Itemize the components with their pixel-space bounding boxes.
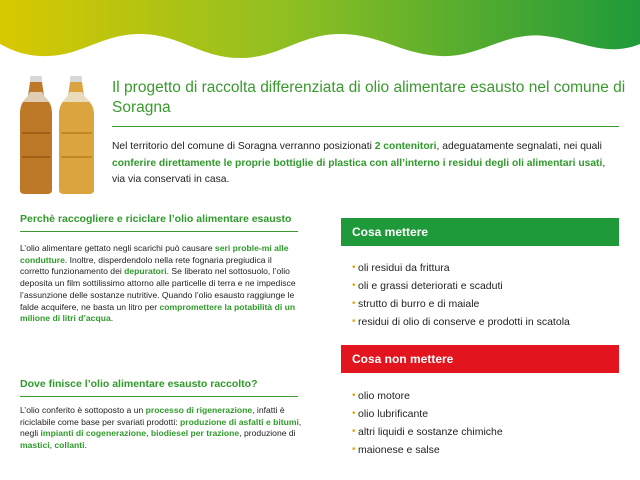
what-not-to-put-header: Cosa non mettere (341, 345, 619, 373)
list-item-label: olio motore (358, 390, 410, 402)
list-item (352, 441, 622, 459)
intro-text: Nel territorio del comune di Soragna verranno posizionati (112, 141, 375, 152)
list-item (352, 295, 622, 313)
why-text: . Se liberato nel sottosuolo, l’olio deposita un film sottilissimo attorno alle particelle di terra e ne impedisce l’assunzione delle sostanze nutritive. Quando l’olio esausto raggiunge le falde acquifere, ne basta un litro per (20, 266, 296, 312)
where-highlight: collanti (54, 440, 85, 451)
where-highlight: processo di rigenerazione (145, 405, 253, 415)
what-to-put-list (352, 259, 622, 331)
title-divider (112, 126, 619, 127)
intro-text: , adeguatamente segnalati, nei quali (436, 141, 602, 152)
intro-paragraph (112, 139, 612, 189)
why-divider (20, 231, 298, 232)
where-text: L’olio conferito è sottoposto a un (20, 405, 146, 415)
where-text: , produzione di (239, 428, 296, 439)
why-highlight: depuratori (124, 266, 167, 277)
list-item (352, 387, 622, 405)
bullet-icon: • (352, 408, 356, 419)
list-item (352, 259, 622, 277)
list-item (352, 277, 622, 295)
why-section-header (20, 212, 302, 232)
where-highlight: biodiesel per trazione (150, 428, 240, 439)
why-highlight: compromettere la potabilità di un milione di litri d’acqua (20, 301, 296, 324)
what-to-put-header: Cosa mettere (341, 218, 619, 246)
bullet-icon: • (352, 390, 356, 401)
bullet-icon: • (352, 298, 356, 309)
why-highlight: seri proble-mi alle condutture (20, 243, 289, 265)
list-item-label: maionese e salse (358, 444, 440, 456)
where-text: , negli (20, 416, 302, 439)
oil-bottles-image (14, 72, 104, 196)
list-item-label: olio lubrificante (358, 408, 429, 420)
where-paragraph (20, 405, 302, 452)
list-item (352, 405, 622, 423)
why-text: . (110, 313, 114, 324)
bullet-icon: • (352, 262, 356, 273)
why-paragraph (20, 243, 302, 325)
where-text: . (84, 440, 87, 451)
list-item-label: oli e grassi deteriorati e scaduti (358, 280, 503, 292)
where-text: , (49, 440, 55, 451)
where-heading: Dove finisce l’olio alimentare esausto raccolto? (20, 378, 258, 390)
where-divider (20, 396, 298, 397)
what-not-to-put-list (352, 387, 622, 459)
header-wave (0, 0, 640, 70)
why-text: . Inoltre, disperdendolo nella rete fognaria pregiudica il corretto funzionamento dei (20, 254, 272, 277)
where-highlight: produzione di asfalti e bitumi (180, 416, 299, 427)
why-heading: Perchè raccogliere e riciclare l’olio alimentare esausto (20, 213, 292, 225)
intro-text: , via via conservati in casa. (112, 157, 606, 185)
where-text: , infatti è riciclabile come base per svariati prodotti: (20, 405, 285, 427)
bullet-icon: • (352, 426, 356, 437)
where-text: , (146, 428, 151, 439)
list-item (352, 313, 622, 331)
bullet-icon: • (352, 280, 356, 291)
where-highlight: mastici (20, 440, 50, 451)
intro-highlight: 2 contenitori (374, 141, 437, 152)
list-item-label: residui di olio di conserve e prodotti in scatola (358, 316, 570, 328)
where-highlight: impianti di cogenerazione (40, 428, 147, 439)
list-item (352, 423, 622, 441)
page-title: Il progetto di raccolta differenziata di olio alimentare esausto nel comune di Soragna (112, 79, 626, 116)
list-item-label: strutto di burro e di maiale (358, 298, 480, 310)
bullet-icon: • (352, 444, 356, 455)
list-item-label: altri liquidi e sostanze chimiche (358, 426, 503, 438)
bullet-icon: • (352, 316, 356, 327)
intro-highlight: conferire direttamente le proprie bottiglie di plastica con all’interno i residui degli oli alimentari usati (112, 157, 603, 169)
where-section-header (20, 377, 302, 397)
why-text: L’olio alimentare gettato negli scarichi può causare (20, 243, 215, 253)
list-item-label: oli residui da frittura (358, 262, 450, 274)
